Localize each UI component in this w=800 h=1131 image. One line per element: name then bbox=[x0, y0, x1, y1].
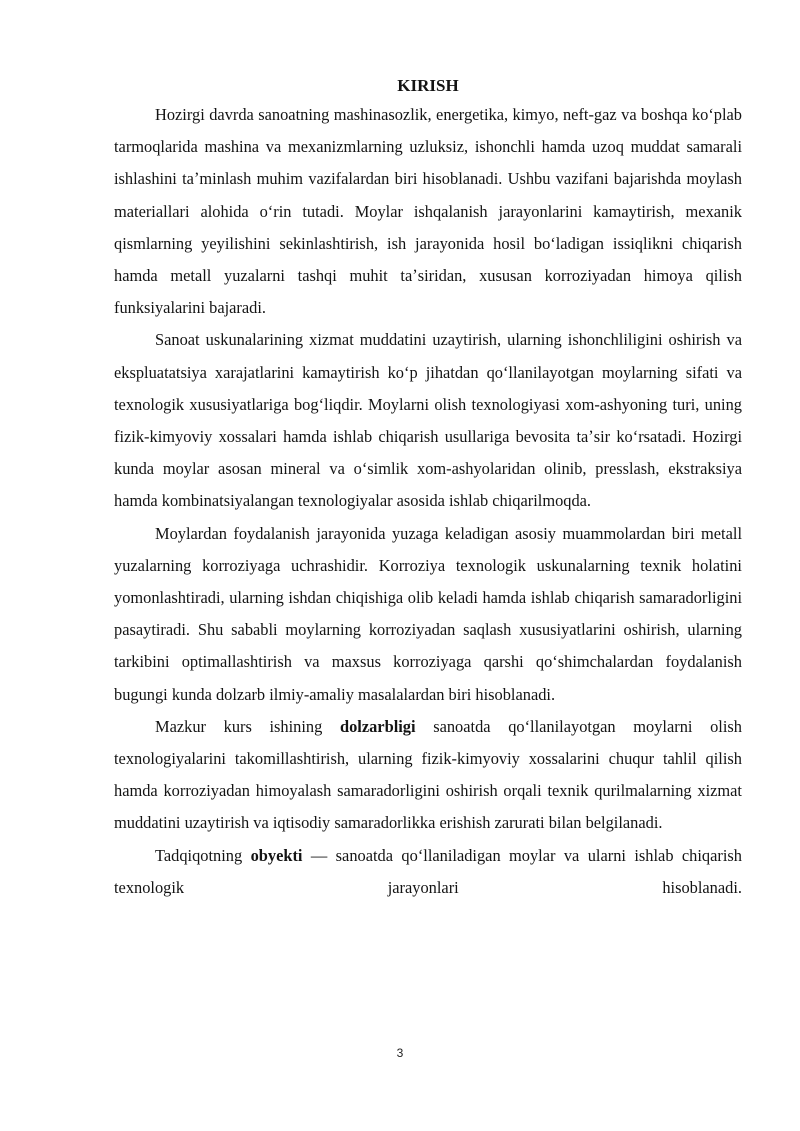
relevance-term: dolzarbligi bbox=[339, 716, 416, 736]
paragraph-3: Moylardan foydalanish jarayonida yuzaga keladigan asosiy muammolardan biri metall yuzalarning korroziyaga uchrashidir. Korroziya texnologik uskunalarning texnik holatini yomonlashtiradi, ularning ishdan chiqishiga olib keladi hamda ishlab chiqarish samaradorligini pasaytiradi. Shu sababli moylarning korroziyadan saqlash xususiyatlarini oshirish, ularning tarkibini optimallashtirish va maxsus korroziyaga qarshi qoʻshimchalardan foydalanish bugungi kunda dolzarb ilmiy-amaliy masalalardan biri hisoblanadi. bbox=[114, 523, 742, 704]
paragraph-4 bbox=[114, 711, 742, 840]
paragraph-5 bbox=[114, 840, 742, 904]
paragraph-1: Hozirgi davrda sanoatning mashinasozlik, energetika, kimyo, neft-gaz va boshqa koʻplab tarmoqlarida mashina va mexanizmlarning uzluksiz, ishonchli hamda uzoq muddat samarali ishlashini taʼminlash muhim vazifalardan biri hisoblanadi. Ushbu vazifani bajarishda moylash materiallari alohida oʻrin tutadi. Moylar ishqalanish jarayonlarini kamaytirish, mexanik qismlarning yeyilishini sekinlashtirish, ish jarayonida hosil boʻladigan issiqlikni chiqarish hamda metall yuzalarni tashqi muhit taʼsiridan, xususan korroziyadan himoya qilish funksiyalarini bajaradi. bbox=[114, 105, 742, 318]
page-number: 3 bbox=[396, 1046, 404, 1060]
paragraph-5-text-end: — sanoatda qoʻllaniladigan moylar va ularni ishlab chiqarish texnologik jarayonlari hisoblanadi. bbox=[114, 845, 742, 897]
paragraph-4-text-start: Mazkur kurs ishining bbox=[155, 716, 340, 736]
object-term: obyekti bbox=[250, 845, 303, 865]
page-title: KIRISH bbox=[397, 76, 459, 95]
page-content bbox=[114, 74, 742, 904]
paragraph-2: Sanoat uskunalarining xizmat muddatini uzaytirish, ularning ishonchliligini oshirish va ekspluatatsiya xarajatlarini kamaytirish koʻp jihatdan qoʻllanilayotgan moylarning sifati va texnologik xususiyatlariga bogʻliqdir. Moylarni olish texnologiyasi xom-ashyoning turi, uning fizik-kimyoviy xossalari hamda ishlab chiqarish usullariga bevosita taʼsir koʻrsatadi. Hozirgi kunda moylar asosan mineral va oʻsimlik xom-ashyolaridan olinib, presslash, ekstraksiya hamda kombinatsiyalangan texnologiyalar asosida ishlab chiqarilmoqda. bbox=[114, 330, 742, 511]
paragraph-4-text-end: sanoatda qoʻllanilayotgan moylarni olish texnologiyalarini takomillashtirish, ularning fizik-kimyoviy xossalarini chuqur tahlil qilish hamda korroziyadan himoyalash samaradorligini oshirish orqali texnik qurilmalarning xizmat muddatini uzaytirish va iqtisodiy samaradorlikka erishish zarurati bilan belgilanadi. bbox=[114, 716, 742, 833]
paragraph-5-text-start: Tadqiqotning bbox=[155, 845, 251, 865]
